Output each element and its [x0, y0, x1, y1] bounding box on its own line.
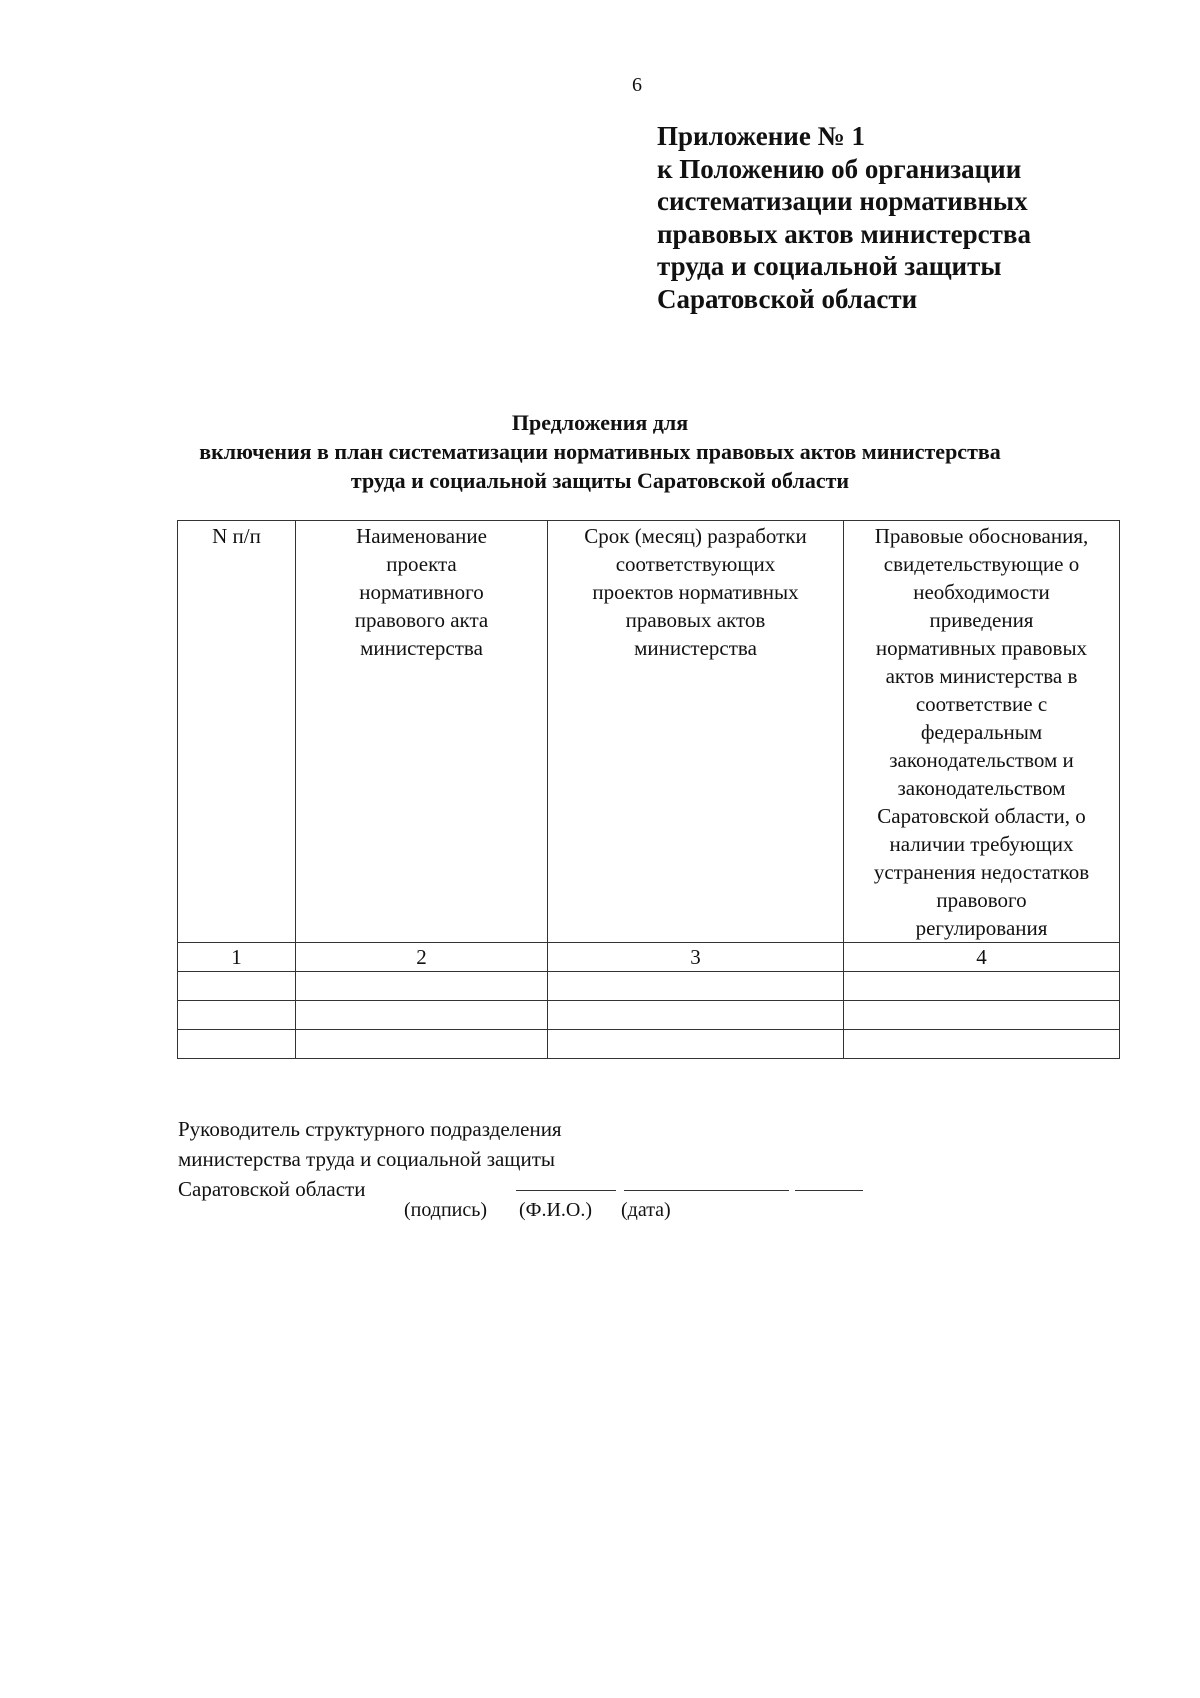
header-text-line: министерства	[634, 636, 757, 660]
header-text-line: N п/п	[212, 524, 261, 548]
table-cell[interactable]	[178, 1030, 296, 1059]
table-cell[interactable]	[844, 1001, 1120, 1030]
header-text-line: Правовые обоснования,	[874, 524, 1089, 548]
header-text-line: правовых актов	[625, 608, 766, 632]
table-cell[interactable]	[178, 972, 296, 1001]
header-text-line: соответствующих	[615, 552, 776, 576]
appendix-header	[657, 120, 1127, 315]
header-text-line: федеральным	[920, 720, 1043, 744]
column-number-cell: 1	[178, 943, 296, 972]
table-cell[interactable]	[844, 1030, 1120, 1059]
appendix-line: Приложение № 1	[657, 121, 865, 151]
header-text-line: устранения недостатков	[873, 860, 1090, 884]
header-text-line: нормативных правовых	[875, 636, 1088, 660]
signature-line-text: Руководитель структурного подразделения	[178, 1117, 562, 1141]
table-cell[interactable]	[844, 972, 1120, 1001]
table-cell[interactable]	[296, 1030, 548, 1059]
header-cell-number	[178, 521, 296, 943]
title-line: Предложения для	[511, 410, 689, 435]
title-line: включения в план систематизации нормативных правовых актов министерства	[199, 439, 1001, 464]
appendix-line: к Положению об организации	[657, 153, 1022, 184]
title-line: труда и социальной защиты Саратовской области	[350, 468, 850, 493]
header-text-line: Саратовской области, о	[877, 804, 1086, 828]
header-text-line: необходимости	[913, 580, 1050, 604]
table-cell[interactable]	[178, 1001, 296, 1030]
appendix-line: Саратовской области	[657, 283, 918, 314]
name-caption: (Ф.И.О.)	[519, 1199, 593, 1221]
table-row	[178, 1030, 1120, 1059]
header-text-line: приведения	[929, 608, 1034, 632]
header-text-line: законодательством и	[889, 748, 1074, 772]
header-text-line: проектов нормативных	[592, 580, 799, 604]
table-cell[interactable]	[296, 1001, 548, 1030]
appendix-line: систематизации нормативных	[657, 186, 1028, 216]
header-row	[178, 521, 1120, 943]
column-number-cell: 2	[296, 943, 548, 972]
header-text-line: законодательством	[897, 776, 1066, 800]
table-row	[178, 1001, 1120, 1030]
header-text-line: соответствие с	[915, 692, 1048, 716]
header-text-line: правового	[936, 888, 1027, 912]
header-text-line: Срок (месяц) разработки	[584, 524, 807, 548]
header-text-line: актов министерства в	[885, 664, 1078, 688]
appendix-line: правовых актов министерства	[657, 218, 1031, 249]
table-cell[interactable]	[548, 972, 844, 1001]
header-text-line: Наименование	[356, 524, 487, 548]
date-field[interactable]	[795, 1190, 863, 1191]
header-text-line: нормативного	[359, 580, 484, 604]
document-title	[100, 408, 1100, 495]
page-number: 6	[632, 74, 642, 96]
column-number-cell: 3	[548, 943, 844, 972]
column-number-cell: 4	[844, 943, 1120, 972]
full-name-field[interactable]	[624, 1190, 789, 1191]
signature-field[interactable]	[516, 1190, 616, 1191]
signature-line-text: министерства труда и социальной защиты	[178, 1147, 556, 1171]
signature-block	[178, 1114, 562, 1204]
header-text-line: министерства	[360, 636, 483, 660]
table-cell[interactable]	[296, 972, 548, 1001]
appendix-line: труда и социальной защиты	[657, 251, 1002, 281]
header-text-line: регулирования	[915, 916, 1048, 940]
header-text-line: наличии требующих	[889, 832, 1074, 856]
header-cell-legal-basis	[844, 521, 1120, 943]
header-text-line: свидетельствующие о	[883, 552, 1080, 576]
header-text-line: проекта	[386, 552, 457, 576]
table-row	[178, 972, 1120, 1001]
table-cell[interactable]	[548, 1030, 844, 1059]
signature-caption: (подпись)	[404, 1199, 488, 1221]
signature-line-text: Саратовской области	[178, 1177, 366, 1201]
date-caption: (дата)	[621, 1199, 671, 1221]
table-cell[interactable]	[548, 1001, 844, 1030]
header-cell-deadline	[548, 521, 844, 943]
proposals-table	[177, 520, 1120, 1059]
header-cell-project-name	[296, 521, 548, 943]
header-text-line: правового акта	[354, 608, 489, 632]
column-number-row	[178, 943, 1120, 972]
